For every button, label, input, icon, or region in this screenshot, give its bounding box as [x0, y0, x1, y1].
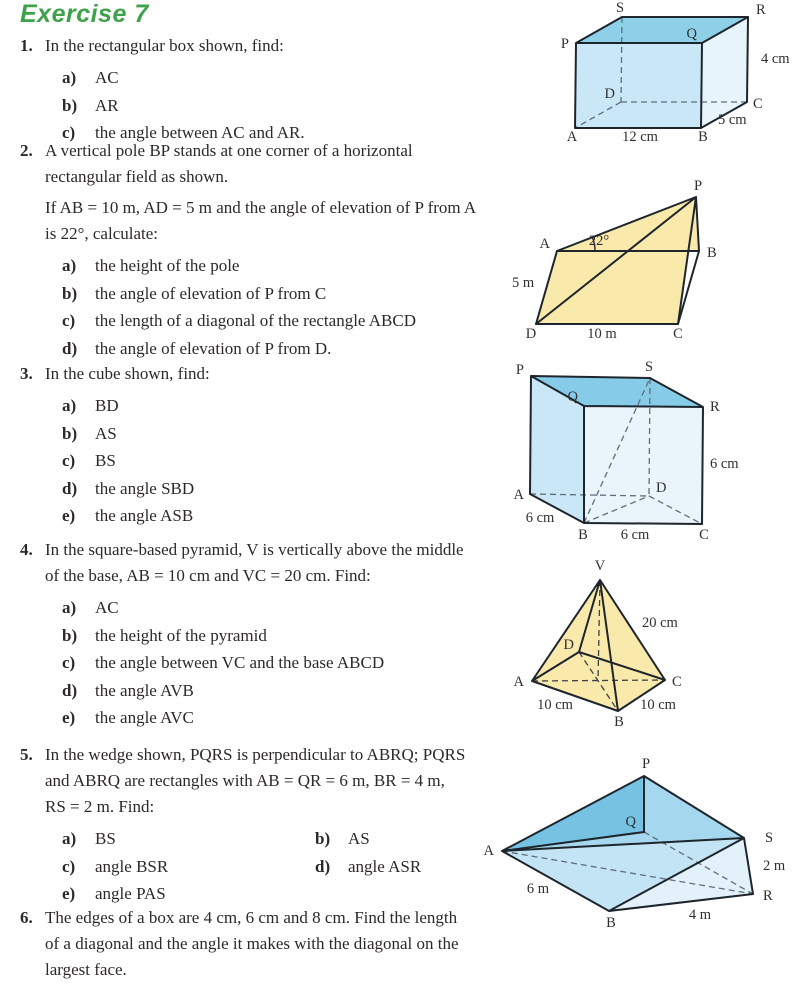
vertex-label-A: A — [566, 129, 578, 142]
part-label: a) — [62, 396, 77, 415]
dim-label-ad: 5 m — [512, 275, 535, 291]
dim-label-bc: 6 cm — [620, 527, 650, 543]
part-text: angle PAS — [95, 884, 166, 903]
problem-text: of a diagonal and the angle it makes with the diagonal on the — [45, 934, 459, 953]
part-text: the length of a diagonal of the rectangle ABCD — [95, 311, 417, 330]
problem-number: 4. — [20, 540, 33, 559]
problem-text: RS = 2 m. Find: — [45, 797, 155, 816]
problem-text: In the square-based pyramid, V is vertically above the middle — [45, 540, 464, 559]
vertex-label-Q: Q — [686, 26, 697, 42]
problem-text: rectangular field as shown. — [45, 167, 229, 186]
problem-4 — [20, 537, 560, 732]
problem-intro-line — [20, 537, 560, 563]
parts-list — [20, 64, 560, 147]
problem-text: The edges of a box are 4 cm, 6 cm and 8 cm. Find the length — [45, 908, 458, 927]
problem-intro-line — [20, 195, 560, 221]
vertex-label-D: D — [563, 637, 574, 653]
vertex-label-R: R — [763, 888, 773, 904]
vertex-label-P: P — [641, 756, 651, 772]
part-label: a) — [62, 829, 77, 848]
vertex-label-C: C — [672, 674, 682, 690]
vertex-label-A: A — [513, 487, 524, 503]
part-item — [20, 475, 560, 503]
problem-intro-line — [20, 138, 560, 164]
part-label: c) — [62, 123, 76, 142]
problem-intro-line — [20, 361, 560, 387]
vertex-label-P: P — [560, 36, 569, 52]
problem-intro-line — [20, 33, 560, 59]
problem-text: largest face. — [45, 960, 127, 979]
part-text: the angle of elevation of P from D. — [95, 338, 332, 358]
vertex-label-S: S — [644, 360, 654, 375]
parts-list — [20, 594, 560, 732]
vertex-label-Q: Q — [625, 814, 636, 830]
dim-label-vc: 20 cm — [642, 615, 678, 631]
part-item — [20, 853, 315, 881]
problem-number: 2. — [20, 141, 33, 160]
part-label: e) — [62, 884, 76, 903]
part-item — [20, 622, 560, 650]
problem-intro-line — [20, 164, 560, 190]
part-text: the angle AVC — [95, 708, 194, 727]
part-label: d) — [62, 478, 78, 498]
vertex-label-Q: Q — [567, 389, 578, 405]
part-text: AS — [95, 423, 117, 443]
part-text: the angle of elevation of P from C — [95, 283, 327, 303]
problem-3 — [20, 361, 560, 530]
part-label: b) — [62, 283, 78, 303]
vertex-label-V: V — [594, 558, 606, 574]
dim-label-height: 4 cm — [761, 51, 790, 67]
problem-text: In the rectangular box shown, find: — [45, 36, 284, 55]
diagram-wedge — [462, 742, 792, 940]
part-text: the angle AVB — [95, 680, 194, 700]
part-label: b) — [315, 829, 331, 848]
part-item — [20, 420, 560, 448]
part-item — [20, 704, 560, 732]
part-label: e) — [62, 506, 76, 525]
problem-intro-line — [20, 221, 560, 247]
diagram-field-pole — [500, 175, 792, 360]
part-label: b) — [62, 625, 78, 645]
vertex-label-C: C — [699, 527, 709, 543]
vertex-label-A: A — [483, 843, 494, 859]
problem-1 — [20, 33, 560, 147]
part-label: d) — [315, 856, 331, 876]
vertex-label-P: P — [693, 178, 703, 194]
problem-text: of the base, AB = 10 cm and VC = 20 cm. Find: — [45, 566, 371, 585]
part-item — [20, 92, 560, 120]
part-text: AC — [95, 598, 119, 617]
vertex-label-A: A — [539, 236, 550, 252]
problem-text: If AB = 10 m, AD = 5 m and the angle of elevation of P from A — [45, 198, 477, 217]
problem-text: is 22°, calculate: — [45, 224, 159, 243]
part-text: angle ASR — [348, 856, 422, 876]
dim-label-sr: 2 m — [763, 858, 786, 874]
vertex-label-D: D — [525, 326, 537, 342]
part-item — [20, 649, 560, 677]
part-item — [20, 502, 560, 530]
part-label: a) — [62, 598, 77, 617]
part-text: the angle SBD — [95, 478, 195, 498]
problem-text: and ABRQ are rectangles with AB = QR = 6 m, BR = 4 m, — [45, 771, 445, 790]
dim-label-width: 12 cm — [622, 129, 658, 142]
part-text: the height of the pyramid — [95, 625, 267, 645]
dim-label-ab: 6 cm — [525, 510, 555, 526]
part-label: d) — [62, 338, 78, 358]
part-item — [20, 825, 315, 853]
part-label: d) — [62, 680, 78, 700]
part-text: AC — [95, 68, 119, 87]
part-text: the angle between AC and AR. — [95, 123, 305, 142]
dim-label-dc: 10 m — [587, 326, 617, 342]
part-item — [20, 307, 560, 335]
part-label: c) — [62, 856, 76, 876]
part-text: angle BSR — [95, 856, 169, 876]
part-label: c) — [62, 311, 76, 330]
problem-intro-line — [20, 957, 560, 983]
diagram-pyramid — [500, 556, 792, 734]
parts-list — [20, 392, 560, 530]
part-label: b) — [62, 423, 78, 443]
vertex-label-A: A — [513, 674, 524, 690]
diagram-rectangular-box — [545, 0, 792, 142]
part-item — [20, 392, 560, 420]
part-text: AS — [348, 829, 370, 848]
vertex-label-S: S — [765, 830, 774, 846]
angle-label: 22° — [588, 233, 610, 249]
part-label: c) — [62, 451, 76, 470]
page-title: Exercise 7 — [20, 0, 149, 28]
part-text: the angle between VC and the base ABCD — [95, 653, 385, 672]
part-item — [20, 594, 560, 622]
dim-label-depth: 5 cm — [718, 112, 747, 128]
problem-intro-line — [20, 563, 560, 589]
problem-number: 3. — [20, 364, 33, 383]
part-text: AR — [95, 95, 119, 115]
vertex-label-P: P — [515, 362, 524, 378]
box-front-face — [575, 43, 702, 128]
parts-list — [20, 252, 560, 362]
dim-label-ab: 6 m — [526, 881, 550, 897]
problem-number: 1. — [20, 36, 33, 55]
vertex-label-C: C — [673, 326, 683, 342]
dim-label-bc: 10 cm — [640, 697, 676, 713]
part-label: e) — [62, 708, 76, 727]
vertex-label-D: D — [656, 480, 667, 496]
problem-text: In the cube shown, find: — [45, 364, 210, 383]
part-text: the angle ASB — [95, 506, 194, 525]
part-text: BS — [95, 829, 116, 848]
vertex-label-B: B — [578, 527, 588, 543]
vertex-label-B: B — [707, 245, 717, 261]
dim-label-br: 4 m — [688, 907, 712, 923]
vertex-label-R: R — [756, 2, 766, 18]
vertex-label-R: R — [710, 399, 720, 415]
vertex-label-C: C — [753, 96, 763, 112]
vertex-label-B: B — [698, 129, 708, 142]
vertex-label-B: B — [614, 714, 624, 730]
part-label: a) — [62, 68, 77, 87]
part-text: BS — [95, 451, 116, 470]
part-label: a) — [62, 256, 77, 275]
part-text: BD — [95, 396, 119, 415]
part-item — [20, 64, 560, 92]
part-item — [20, 335, 560, 363]
vertex-label-D: D — [604, 86, 615, 102]
part-text: the height of the pole — [95, 256, 240, 275]
part-label: b) — [62, 95, 78, 115]
problem-2 — [20, 138, 560, 362]
part-item — [20, 252, 560, 280]
part-item — [20, 880, 315, 908]
part-label: c) — [62, 653, 76, 672]
part-item — [20, 447, 560, 475]
vertex-label-B: B — [606, 915, 616, 931]
dim-label-ab: 10 cm — [537, 697, 573, 713]
vertex-label-S: S — [615, 0, 625, 16]
part-item — [20, 280, 560, 308]
diagram-cube — [488, 360, 792, 545]
cube-front-face — [584, 406, 703, 524]
part-item — [20, 677, 560, 705]
problem-text: In the wedge shown, PQRS is perpendicular to ABRQ; PQRS — [45, 745, 466, 764]
problem-number: 5. — [20, 745, 33, 764]
problem-number: 6. — [20, 908, 33, 927]
problem-text: A vertical pole BP stands at one corner of a horizontal — [45, 141, 413, 160]
dim-label-rc: 6 cm — [710, 456, 739, 472]
